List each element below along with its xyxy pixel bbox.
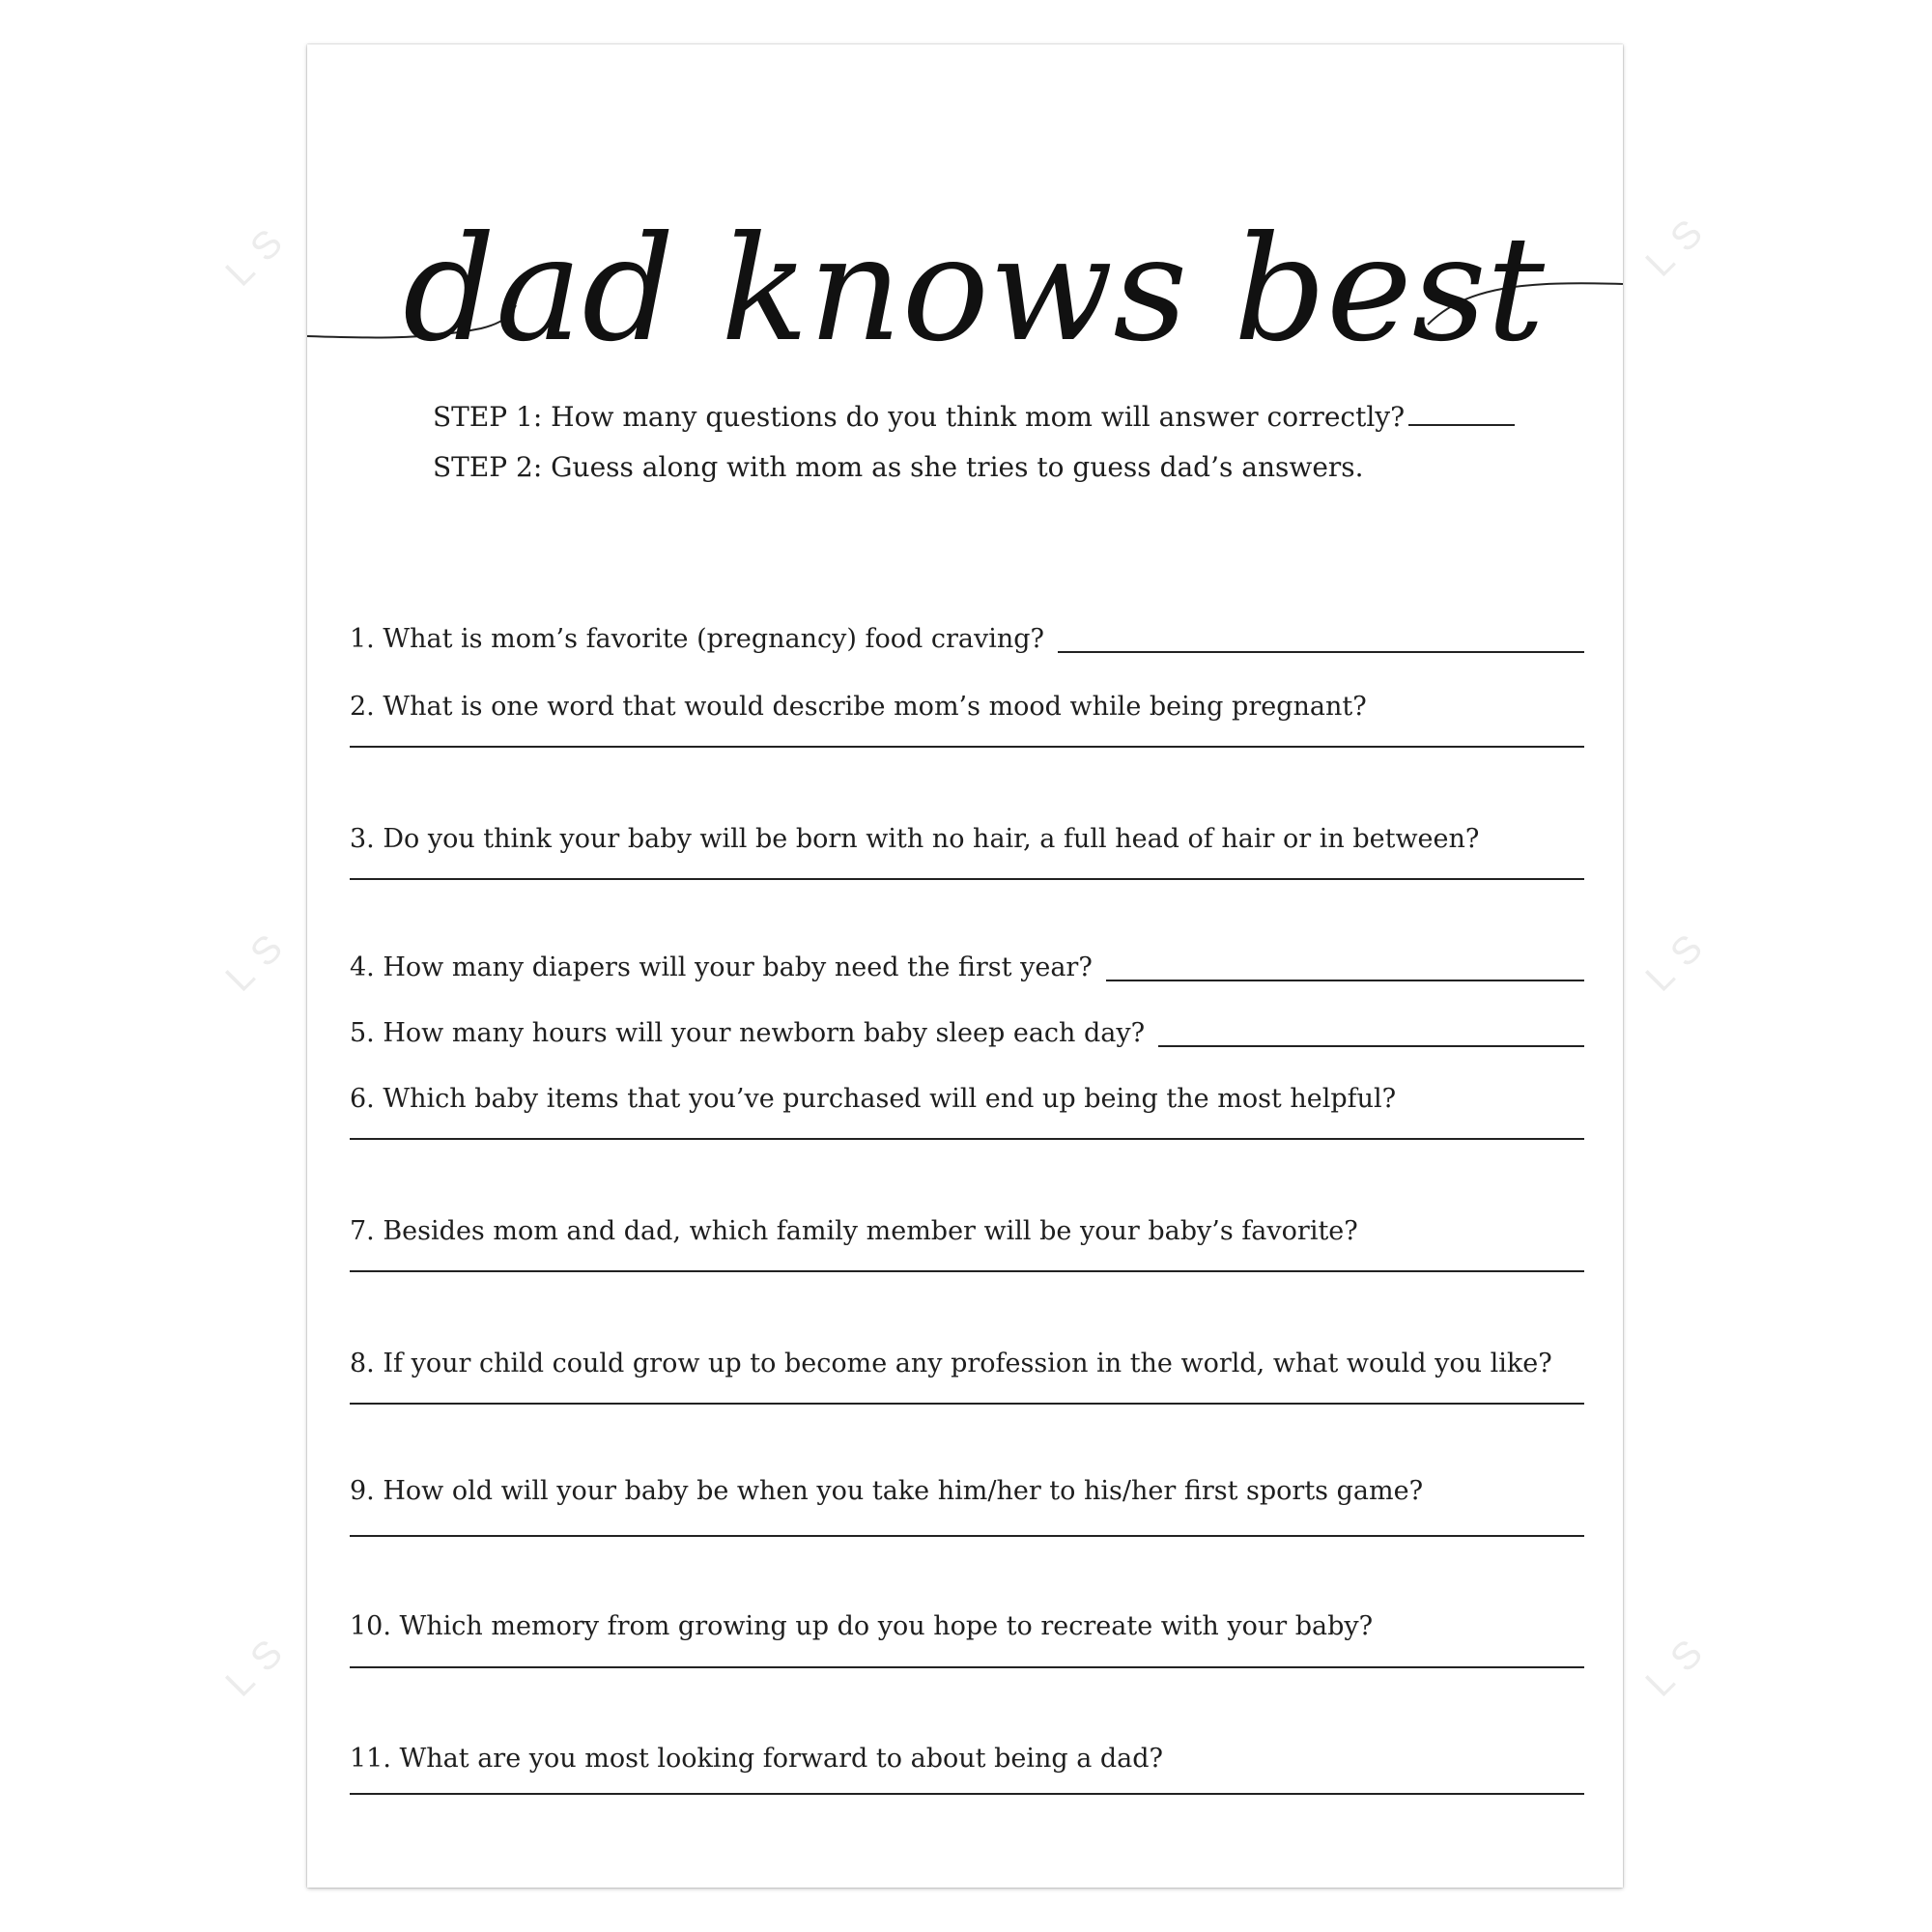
watermark-logo: LS (217, 917, 300, 1000)
question-9: 9. How old will your baby be when you take him/her to his/her first sports game? (350, 1476, 1424, 1506)
question-4-text: 4. How many diapers will your baby need the first year? (350, 952, 1093, 982)
question-4 (350, 951, 1584, 985)
watermark-logo: LS (1637, 202, 1720, 285)
question-10: 10. Which memory from growing up do you hope to recreate with your baby? (350, 1611, 1374, 1641)
watermark-logo: LS (217, 1622, 300, 1705)
page-title: dad knows best (402, 206, 1546, 374)
question-6-answer-line[interactable] (350, 1138, 1584, 1140)
question-1-answer-line[interactable] (1058, 649, 1584, 653)
question-9-answer-line[interactable] (350, 1535, 1584, 1537)
question-2: 2. What is one word that would describe mom’s mood while being pregnant? (350, 692, 1367, 722)
game-card (307, 44, 1623, 1888)
watermark-logo: LS (1637, 1622, 1720, 1705)
question-3: 3. Do you think your baby will be born with no hair, a full head of hair or in between? (350, 824, 1480, 854)
question-6: 6. Which baby items that you’ve purchased will end up being the most helpful? (350, 1084, 1397, 1114)
title-graphic (307, 151, 1623, 440)
watermark-logo: LS (217, 212, 300, 295)
question-1 (350, 622, 1584, 657)
step-1-blank[interactable] (1408, 401, 1515, 426)
question-1-text: 1. What is mom’s favorite (pregnancy) food craving? (350, 624, 1045, 654)
question-8-answer-line[interactable] (350, 1403, 1584, 1405)
question-3-answer-line[interactable] (350, 878, 1584, 880)
question-10-answer-line[interactable] (350, 1666, 1584, 1668)
watermark-logo: LS (1637, 917, 1720, 1000)
question-7-answer-line[interactable] (350, 1270, 1584, 1272)
step-1-text: STEP 1: How many questions do you think mom will answer correctly? (433, 401, 1406, 433)
question-5-answer-line[interactable] (1158, 1043, 1584, 1047)
question-2-answer-line[interactable] (350, 746, 1584, 748)
step-2: STEP 2: Guess along with mom as she tries to guess dad’s answers. (433, 451, 1364, 483)
question-8: 8. If your child could grow up to become any profession in the world, what would you like? (350, 1349, 1552, 1378)
question-5 (350, 1016, 1584, 1051)
question-4-answer-line[interactable] (1106, 978, 1584, 981)
question-5-text: 5. How many hours will your newborn baby sleep each day? (350, 1018, 1146, 1048)
question-11: 11. What are you most looking forward to about being a dad? (350, 1744, 1164, 1774)
question-7: 7. Besides mom and dad, which family member will be your baby’s favorite? (350, 1216, 1358, 1246)
step-1 (433, 400, 1515, 435)
question-11-answer-line[interactable] (350, 1793, 1584, 1795)
